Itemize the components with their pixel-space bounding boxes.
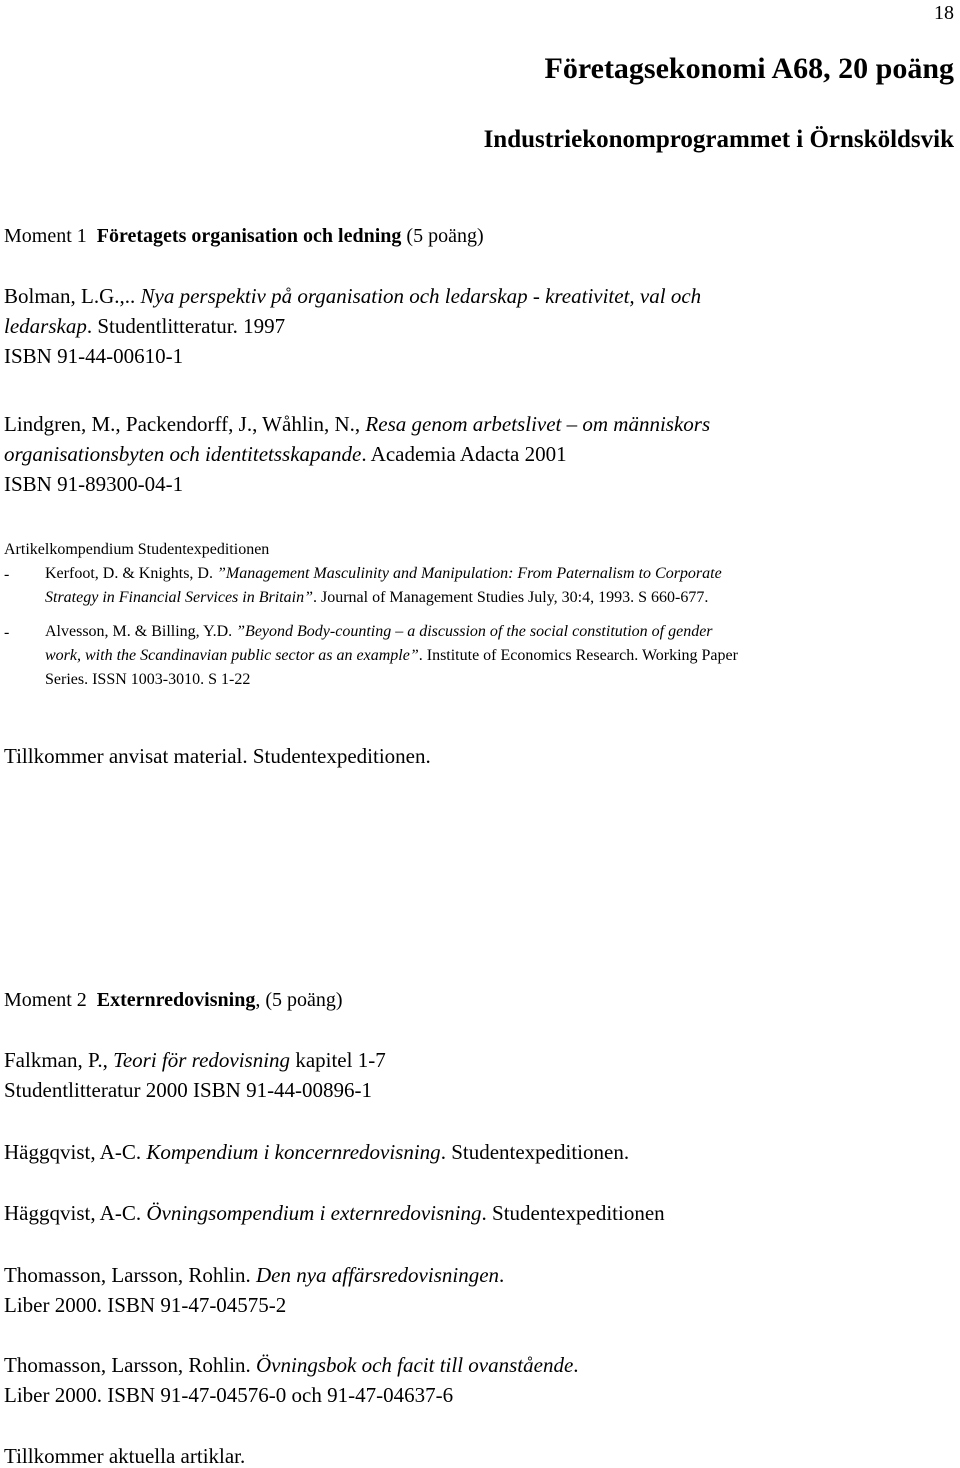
moment2-extra: Tillkommer aktuella artiklar. (4, 1444, 246, 1468)
reference-bolman-cont: ledarskap. Studentlitteratur. 1997 (4, 314, 286, 338)
page-number: 18 (934, 2, 954, 24)
reference-alvesson-cont: work, with the Scandinavian public sector as an example”. Institute of Economics Research. Working Paper (45, 647, 738, 664)
reference-thomasson-2: Thomasson, Larsson, Rohlin. Övningsbok och facit till ovanstående. (4, 1353, 579, 1377)
reference-thomasson-1-cont: Liber 2000. ISBN 91-47-04575-2 (4, 1293, 287, 1317)
reference-kerfoot-cont: Strategy in Financial Services in Britain”. Journal of Management Studies July, 30:4, 1993. S 660-677. (45, 589, 709, 606)
reference-thomasson-2-cont: Liber 2000. ISBN 91-47-04576-0 och 91-47-04637-6 (4, 1383, 454, 1407)
reference-haggqvist-2: Häggqvist, A-C. Övningsompendium i externredovisning. Studentexpeditionen (4, 1201, 665, 1225)
reference-kerfoot: Kerfoot, D. & Knights, D. ”Management Masculinity and Manipulation: From Paternalism to Corporate (45, 565, 722, 582)
compendium-heading: Artikelkompendium Studentexpeditionen (4, 541, 270, 558)
isbn-bolman: ISBN 91-44-00610-1 (4, 344, 184, 368)
reference-bolman: Bolman, L.G.,.. Nya perspektiv på organisation och ledarskap - kreativitet, val och (4, 284, 702, 308)
reference-falkman-cont: Studentlitteratur 2000 ISBN 91-44-00896-1 (4, 1078, 373, 1102)
reference-thomasson-1: Thomasson, Larsson, Rohlin. Den nya affärsredovisningen. (4, 1263, 505, 1287)
reference-lindgren: Lindgren, M., Packendorff, J., Wåhlin, N., Resa genom arbetslivet – om människors (4, 412, 711, 436)
reference-lindgren-cont: organisationsbyten och identitetsskapande. Academia Adacta 2001 (4, 442, 567, 466)
isbn-lindgren: ISBN 91-89300-04-1 (4, 472, 184, 496)
reference-alvesson: Alvesson, M. & Billing, Y.D. ”Beyond Body-counting – a discussion of the social constitution of gender (45, 623, 713, 640)
list-dash: - (4, 624, 10, 641)
reference-falkman: Falkman, P., Teori för redovisning kapitel 1-7 (4, 1048, 386, 1072)
moment1-heading: Moment 1 Företagets organisation och ledning (5 poäng) (4, 225, 484, 247)
reference-haggqvist-1: Häggqvist, A-C. Kompendium i koncernredovisning. Studentexpeditionen. (4, 1140, 630, 1164)
reference-alvesson-cont2: Series. ISSN 1003-3010. S 1-22 (45, 671, 251, 688)
list-dash: - (4, 566, 10, 583)
moment1-extra: Tillkommer anvisat material. Studentexpeditionen. (4, 744, 431, 768)
page-title: Företagsekonomi A68, 20 poäng (544, 52, 954, 85)
moment2-heading: Moment 2 Externredovisning, (5 poäng) (4, 989, 343, 1011)
page-subtitle: Industriekonomprogrammet i Örnsköldsvik (483, 126, 954, 153)
